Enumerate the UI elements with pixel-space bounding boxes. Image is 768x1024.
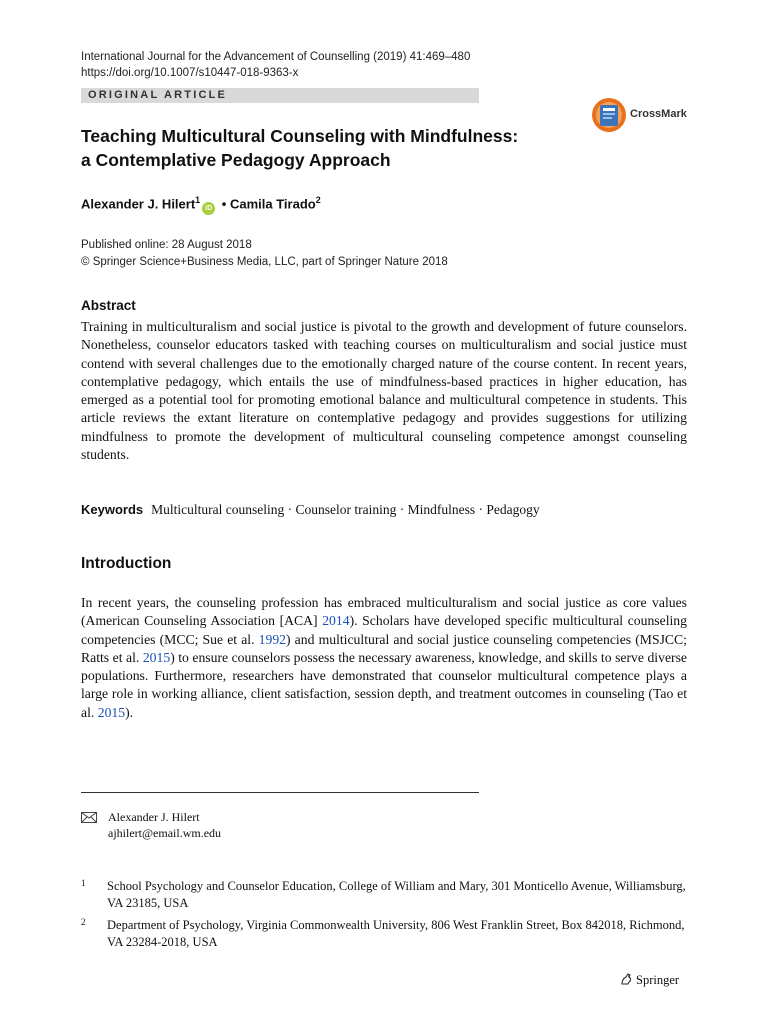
- journal-header: [81, 49, 470, 81]
- copyright-line: [81, 254, 448, 271]
- publisher-name: Springer: [636, 973, 680, 987]
- intro-text: ).: [125, 704, 134, 720]
- title-line-1: Teaching Multicultural Counseling with Mindfulness:: [81, 126, 519, 146]
- section-heading-introduction: Introduction: [81, 555, 172, 572]
- crossmark-badge[interactable]: [590, 96, 700, 134]
- author-name[interactable]: Alexander J. Hilert: [81, 196, 196, 212]
- affiliation-text: School Psychology and Counselor Education, College of William and Mary, 301 Monticello Avenue, Williamsburg, VA 23185, USA: [107, 879, 686, 910]
- keywords: [81, 502, 540, 518]
- affiliation-number: 1: [81, 878, 86, 888]
- published-online: Published online: 28 August 2018: [81, 239, 252, 251]
- intro-text: ). Scholars have developed specific multicultural counseling competencies (MCC; Sue et al.: [81, 613, 687, 647]
- orcid-icon[interactable]: iD: [202, 202, 215, 215]
- author-name[interactable]: Camila Tirado: [229, 196, 316, 212]
- abstract-body: [81, 318, 687, 464]
- paper-title: [81, 124, 601, 172]
- citation-link[interactable]: 2015: [142, 649, 171, 665]
- intro-text: In recent years, the counseling profession has embraced multiculturalism and social justice as core values (American Counseling Association [ACA]: [81, 595, 687, 629]
- citation-link[interactable]: 2014: [322, 613, 350, 629]
- author-affiliation-mark: 1: [195, 195, 201, 205]
- author-affiliation-mark: 2: [315, 195, 321, 205]
- introduction-paragraph: [81, 594, 687, 722]
- article-type-bar: [81, 88, 479, 103]
- abstract-text: Training in multiculturalism and social justice is pivotal to the growth and development of future counselors. Nonetheless, counselor educators tasked with teaching courses on multiculturalism and social justice must contend with several challenges due to the emotionally charged nature of the course content. In recent years, contemplative pedagogy, which entails the use of mindfulness-based practices in higher education, has emerged as a potential tool for promoting emotional balance and multicultural competence in students. This article reviews the extant literature on contemplative pedagogy and provides suggestions for utilizing mindfulness to promote the development of multicultural counseling competence amongst counseling students.: [81, 319, 687, 463]
- citation-link[interactable]: 2015: [97, 704, 126, 720]
- affiliation-text: Department of Psychology, Virginia Commonwealth University, 806 West Franklin Street, Box 842018, Richmond, VA 23284-2018, USA: [107, 918, 685, 949]
- envelope-icon: [81, 812, 97, 823]
- publisher-logo: [619, 972, 679, 988]
- keywords-text: Multicultural counseling · Counselor training · Mindfulness · Pedagogy: [151, 502, 540, 517]
- keywords-label: Keywords: [81, 502, 144, 517]
- publication-info: [81, 237, 448, 271]
- springer-horse-icon: [619, 972, 633, 986]
- correspondence-name: Alexander J. Hilert: [108, 810, 200, 824]
- intro-text: ) and multicultural and social justice counseling competencies (MSJCC; Ratts et al.: [81, 631, 687, 665]
- abstract-heading: Abstract: [81, 298, 136, 313]
- article-type-label: ORIGINAL ARTICLE: [88, 89, 228, 101]
- correspondence-email[interactable]: ajhilert@email.wm.edu: [108, 826, 222, 840]
- affiliation-number: 2: [81, 917, 86, 927]
- journal-citation: International Journal for the Advancement of Counselling (2019) 41:469–480: [81, 51, 471, 63]
- citation-link[interactable]: 1992: [258, 631, 286, 647]
- introduction-body: [81, 594, 687, 722]
- author-separator: •: [221, 196, 227, 212]
- copyright-text: Springer Science+Business Media, LLC, part of Springer Nature 2018: [92, 256, 448, 268]
- intro-text: ) to ensure counselors possess the necessary awareness, knowledge, and skills to serve diverse populations. Furthermore, researchers have demonstrated that counselor multicultural competence plays a large role in working alliance, client satisfaction, session depth, and treatment outcomes in counseling (Tao et al.: [81, 649, 687, 720]
- copyright-icon: ©: [81, 256, 90, 268]
- doi-link[interactable]: https://doi.org/10.1007/s10447-018-9363-x: [81, 67, 299, 79]
- author-list: [81, 195, 321, 215]
- footnote-divider: [81, 792, 479, 793]
- crossmark-label: CrossMark: [630, 108, 687, 120]
- title-line-2: a Contemplative Pedagogy Approach: [81, 150, 391, 170]
